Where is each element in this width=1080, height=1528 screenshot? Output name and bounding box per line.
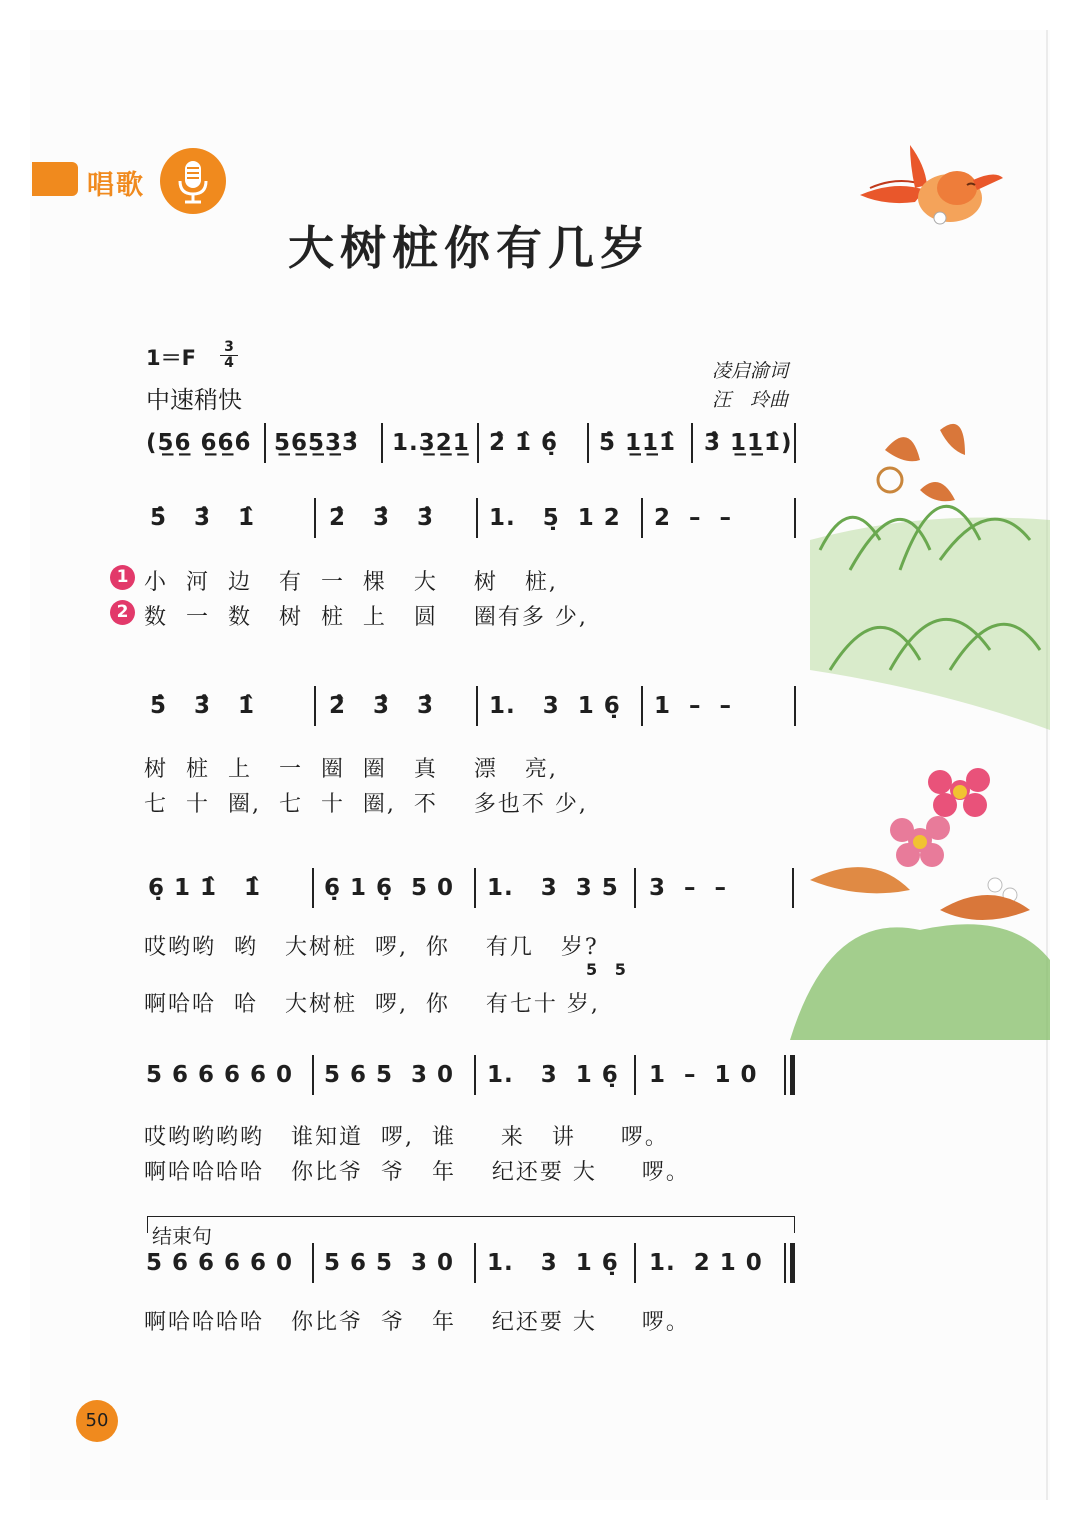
time-signature-bottom: 4 xyxy=(224,355,234,371)
ending-bracket xyxy=(147,1216,795,1233)
measure: 3 – – xyxy=(649,875,728,901)
verse-1-mark: 1 xyxy=(110,565,135,590)
barline xyxy=(792,868,794,908)
measure: 5̲6̲5̲3̲3̂ xyxy=(274,430,360,456)
barline xyxy=(641,686,643,726)
lyric-line: 数 一 数 树 桩 上 圆 圈有多 少, xyxy=(144,605,588,630)
barline xyxy=(264,423,266,463)
measure: 6̣ 1 1̂ 1̂ xyxy=(148,875,262,901)
score-row-2 xyxy=(144,688,804,724)
barline xyxy=(477,423,479,463)
lyric-line: 哎哟哟 哟 大树桩 啰, 你 有几 岁? xyxy=(144,935,599,960)
score-row-intro xyxy=(144,425,804,461)
repeat-barline-thick xyxy=(790,1055,795,1095)
song-title: 大树桩你有几岁 xyxy=(288,221,652,275)
score-row-ending xyxy=(144,1245,804,1281)
measure: 1 – – xyxy=(654,693,733,719)
measure: 2̂ 3̂ 3̂ xyxy=(329,505,435,531)
measure: 1.3̲2̲1̲ xyxy=(392,430,470,456)
barline xyxy=(634,1243,636,1283)
barline xyxy=(314,498,316,538)
alternate-notes: 5 5 xyxy=(586,960,632,979)
measure: (5̲6̲ 6̲6̲6̂ xyxy=(146,430,252,456)
grass-illustration xyxy=(790,370,1050,730)
measure: 1. 3 1 6̣ xyxy=(487,1062,619,1088)
barline xyxy=(381,423,383,463)
barline xyxy=(314,686,316,726)
verse-2-mark: 2 xyxy=(110,600,135,625)
measure: 5̂ 1̲1̲1̂ xyxy=(599,430,677,456)
lyric-line: 啊哈哈哈哈 你比爷 爷 年 纪还要 大 啰。 xyxy=(144,1310,690,1335)
lyric-line: 哎哟哟哟哟 谁知道 啰, 谁 来 讲 啰。 xyxy=(144,1125,669,1150)
lyric-line: 啊哈哈哈哈 你比爷 爷 年 纪还要 大 啰。 xyxy=(144,1160,690,1185)
barline xyxy=(634,1055,636,1095)
measure: 2̂ 3̂ 3̂ xyxy=(329,693,435,719)
section-label: 唱歌 xyxy=(87,170,145,201)
barline xyxy=(691,423,693,463)
score-row-4 xyxy=(144,1057,804,1093)
ending-label: 结束句 xyxy=(152,1224,212,1248)
lyric-line: 小 河 边 有 一 棵 大 树 桩, xyxy=(144,570,558,595)
barline xyxy=(312,868,314,908)
measure: 5 6 5 3 0 xyxy=(324,1250,455,1276)
bird-illustration xyxy=(855,140,1005,235)
measure: 2̂ 1̂ 6̣̂ xyxy=(489,430,559,456)
lyric-line: 树 桩 上 一 圈 圈 真 漂 亮, xyxy=(144,757,558,782)
key-signature: 1＝F xyxy=(146,346,196,370)
measure: 1. 5̣ 1 2 xyxy=(489,505,621,531)
repeat-barline xyxy=(784,1055,786,1095)
measure: 2 – – xyxy=(654,505,733,531)
barline xyxy=(641,498,643,538)
credits xyxy=(712,357,788,415)
barline xyxy=(474,1055,476,1095)
section-bar xyxy=(32,162,78,196)
barline xyxy=(634,868,636,908)
final-barline xyxy=(784,1243,786,1283)
measure: 5 6 6 6 6 0 xyxy=(146,1062,294,1088)
barline xyxy=(312,1243,314,1283)
barline xyxy=(794,423,796,463)
composer: 汪 玲曲 xyxy=(712,389,789,411)
time-signature-top: 3 xyxy=(224,339,234,355)
measure: 1. 3 3 5 xyxy=(487,875,619,901)
measure: 5 6 6 6 6 0 xyxy=(146,1250,294,1276)
barline xyxy=(474,1243,476,1283)
barline xyxy=(587,423,589,463)
measure: 1. 2 1 0 xyxy=(649,1250,763,1276)
barline xyxy=(476,686,478,726)
barline xyxy=(794,686,796,726)
lyric-line: 啊哈哈 哈 大树桩 啰, 你 有七十 岁, xyxy=(144,992,600,1017)
measure: 1 – 1 0 xyxy=(649,1062,758,1088)
measure: 6̣ 1 6̣ 5 0 xyxy=(324,875,455,901)
time-signature xyxy=(220,340,238,371)
page-number: 50 xyxy=(76,1400,118,1442)
score-row-1 xyxy=(144,500,804,536)
barline xyxy=(474,868,476,908)
microphone-icon xyxy=(160,148,226,214)
flower-illustration xyxy=(790,760,1050,1040)
barline xyxy=(476,498,478,538)
measure: 5 6 5 3 0 xyxy=(324,1062,455,1088)
lyricist: 凌启渝词 xyxy=(712,360,789,382)
final-barline-thick xyxy=(790,1243,795,1283)
barline xyxy=(312,1055,314,1095)
score-row-3 xyxy=(144,870,804,906)
lyric-line: 七 十 圈, 七 十 圈, 不 多也不 少, xyxy=(144,792,588,817)
barline xyxy=(794,498,796,538)
measure: 5̂ 3̂ 1̂ xyxy=(150,505,256,531)
measure: 1. 3 1 6̣ xyxy=(489,693,621,719)
tempo-marking: 中速稍快 xyxy=(146,386,242,414)
measure: 3̂ 1̲1̲1̂) xyxy=(704,430,793,456)
measure: 5̂ 3̂ 1̂ xyxy=(150,693,256,719)
measure: 1. 3 1 6̣ xyxy=(487,1250,619,1276)
